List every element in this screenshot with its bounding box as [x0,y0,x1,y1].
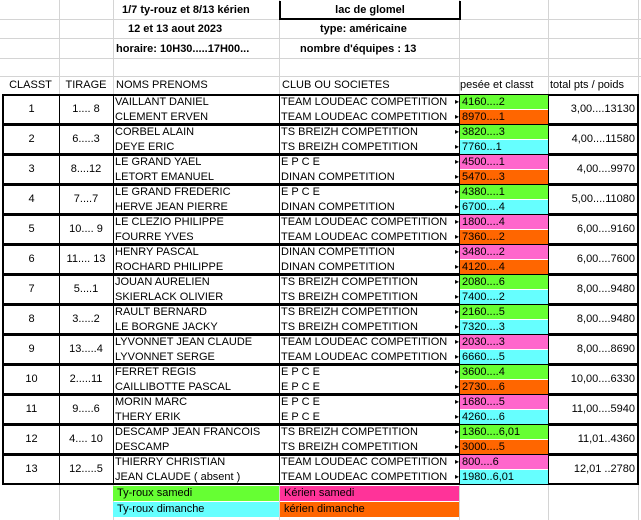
column-separator [279,364,280,394]
col-header-classt: CLASST [9,79,52,91]
tirage-cell: 2.....11 [69,373,103,385]
overflow-arrow-icon: ▸ [455,157,460,166]
member-name: ROCHARD PHILIPPE [115,261,224,273]
classt-cell: 3 [28,163,35,175]
weigh-in-cell: 3480....2 [460,245,548,259]
overflow-arrow-icon: ▸ [455,262,460,271]
weigh-in-cell: 7400....2 [460,290,548,304]
weigh-in-cell: 5470....3 [460,170,548,184]
classt-cell: 1 [28,103,35,115]
header-line2-left: 12 et 13 aout 2023 [128,23,223,35]
weigh-in-cell: 4120....4 [460,260,548,274]
member-name: LE GRAND FREDERIC [115,186,231,198]
total-cell: 11,00....5940 [571,403,635,415]
member-name: JEAN CLAUDE ( absent ) [115,471,241,483]
weigh-in-cell: 1980..6,01 [460,470,548,484]
weigh-in-cell: 2160....5 [460,305,548,319]
legend-kerien-samedi: Kérien samedi [280,486,459,501]
column-separator [279,124,280,154]
member-club: TS BREIZH COMPETITION [281,291,418,303]
column-separator [113,154,114,184]
weigh-in-cell: 2730....6 [460,380,548,394]
column-separator [113,94,114,124]
header-line1-right: lac de glomel [335,4,405,16]
weigh-in-cell: 1800....4 [460,215,548,229]
member-name: LE CLEZIO PHILIPPE [115,216,224,228]
total-cell: 8,00....9480 [576,313,635,325]
total-cell: 4,00....9970 [576,163,635,175]
column-separator [113,274,114,304]
total-cell: 10,00....6330 [570,373,635,385]
overflow-arrow-icon: ▸ [455,367,460,376]
member-club: TEAM LOUDEAC COMPETITION [281,471,448,483]
overflow-arrow-icon: ▸ [455,247,460,256]
col-header-total: total pts / poids [550,79,624,91]
gridline [0,76,641,77]
member-club: TS BREIZH COMPETITION [281,426,418,438]
member-club: DINAN COMPETITION [281,261,395,273]
overflow-arrow-icon: ▸ [455,217,460,226]
member-name: CORBEL ALAIN [115,126,195,138]
header-line3-left: horaire: 10H30.....17H00... [116,43,250,55]
weigh-in-cell: 8970....1 [460,110,548,124]
tirage-cell: 8....12 [70,163,102,175]
header-line1-left: 1/7 ty-rouz et 8/13 kérien [122,4,250,16]
overflow-arrow-icon: ▸ [455,427,460,436]
weigh-in-cell: 1360....6,01 [460,425,548,439]
classt-cell: 4 [28,193,35,205]
column-separator [279,424,280,454]
member-club: E P C E [281,411,320,423]
column-separator [279,454,280,484]
member-name: MORIN MARC [115,396,188,408]
overflow-arrow-icon: ▸ [455,382,460,391]
weigh-in-cell: 4160....2 [460,95,548,109]
column-separator [113,394,114,424]
overflow-arrow-icon: ▸ [455,397,460,406]
total-cell: 6,00....7600 [576,253,635,265]
member-name: VAILLANT DANIEL [115,96,209,108]
member-club: DINAN COMPETITION [281,201,395,213]
tirage-cell: 13.....4 [69,343,103,355]
member-name: LETORT EMANUEL [115,171,215,183]
overflow-arrow-icon: ▸ [455,187,460,196]
weigh-in-cell: 1680....5 [460,395,548,409]
overflow-arrow-icon: ▸ [455,172,460,181]
member-club: TS BREIZH COMPETITION [281,306,418,318]
weigh-in-cell: 4260....6 [460,410,548,424]
classt-cell: 8 [28,313,35,325]
member-name: DESCAMP JEAN FRANCOIS [115,426,261,438]
overflow-arrow-icon: ▸ [455,412,460,421]
column-separator [279,334,280,364]
member-name: FERRET REGIS [115,366,197,378]
classt-cell: 13 [25,463,38,475]
classt-cell: 7 [28,283,35,295]
weigh-in-cell: 6700....4 [460,200,548,214]
classt-cell: 10 [25,373,38,385]
weigh-in-cell: 7760...1 [460,140,548,154]
overflow-arrow-icon: ▸ [455,322,460,331]
tirage-cell: 3.....2 [72,313,100,325]
member-name: LE BORGNE JACKY [115,321,218,333]
total-cell: 3,00....13130 [570,103,635,115]
column-separator [113,454,114,484]
tirage-cell: 12.....5 [69,463,103,475]
column-separator [113,334,114,364]
member-club: E P C E [281,396,320,408]
weigh-in-cell: 4500....1 [460,155,548,169]
tirage-cell: 10.... 9 [69,223,103,235]
member-name: LYVONNET JEAN CLAUDE [115,336,253,348]
tirage-cell: 4.... 10 [69,433,103,445]
member-club: TEAM LOUDEAC COMPETITION [281,351,448,363]
member-name: HENRY PASCAL [115,246,199,258]
member-name: LE GRAND YAEL [115,156,202,168]
column-separator [279,154,280,184]
overflow-arrow-icon: ▸ [455,127,460,136]
overflow-arrow-icon: ▸ [455,97,460,106]
weigh-in-cell: 7320....3 [460,320,548,334]
member-club: E P C E [281,186,320,198]
weigh-in-cell: 2030....3 [460,335,548,349]
weigh-in-cell: 6660....5 [460,350,548,364]
classt-cell: 11 [25,403,38,415]
column-separator [113,364,114,394]
column-separator [113,304,114,334]
overflow-arrow-icon: ▸ [455,202,460,211]
total-cell: 8,00....9480 [576,283,635,295]
member-club: TEAM LOUDEAC COMPETITION [281,216,448,228]
tirage-cell: 11.... 13 [66,253,106,265]
header-line3-right: nombre d'équipes : 13 [300,43,417,55]
weigh-in-cell: 3600....4 [460,365,548,379]
member-club: TS BREIZH COMPETITION [281,276,418,288]
overflow-arrow-icon: ▸ [455,232,460,241]
member-club: TS BREIZH COMPETITION [281,321,418,333]
total-cell: 5,00....11080 [571,193,635,205]
classt-cell: 5 [28,223,35,235]
overflow-arrow-icon: ▸ [455,112,460,121]
total-cell: 6,00....9160 [576,223,635,235]
weigh-in-cell: 3000....5 [460,440,548,454]
member-club: TEAM LOUDEAC COMPETITION [281,456,448,468]
tirage-cell: 6.....3 [72,133,100,145]
member-name: JOUAN AURELIEN [115,276,210,288]
gridline [0,38,641,39]
tirage-cell: 5....1 [73,283,99,295]
column-separator [279,184,280,214]
overflow-arrow-icon: ▸ [455,472,460,481]
member-club: TEAM LOUDEAC COMPETITION [281,111,448,123]
member-club: TS BREIZH COMPETITION [281,441,418,453]
col-header-tirage: TIRAGE [65,79,107,91]
member-club: DINAN COMPETITION [281,171,395,183]
member-club: TS BREIZH COMPETITION [281,141,418,153]
weigh-in-cell: 7360....2 [460,230,548,244]
member-club: E P C E [281,366,320,378]
column-separator [279,94,280,124]
member-club: TS BREIZH COMPETITION [281,126,418,138]
classt-cell: 12 [25,433,38,445]
overflow-arrow-icon: ▸ [455,307,460,316]
tirage-cell: 9.....6 [72,403,100,415]
total-cell: 4,00....11580 [571,133,635,145]
gridline [0,58,641,59]
weigh-in-cell: 3820....3 [460,125,548,139]
overflow-arrow-icon: ▸ [455,292,460,301]
column-separator [113,184,114,214]
col-header-club: CLUB OU SOCIETES [282,79,390,91]
member-name: CLEMENT ERVEN [115,111,209,123]
overflow-arrow-icon: ▸ [455,142,460,151]
overflow-arrow-icon: ▸ [455,277,460,286]
member-name: HERVE JEAN PIERRE [115,201,228,213]
member-club: TEAM LOUDEAC COMPETITION [281,96,448,108]
member-name: DEYE ERIC [115,141,175,153]
column-separator [279,214,280,244]
total-cell: 8,00....8690 [576,343,635,355]
weigh-in-cell: 800....6 [460,455,548,469]
overflow-arrow-icon: ▸ [455,352,460,361]
tirage-cell: 1.... 8 [72,103,100,115]
member-name: DESCAMP [115,441,170,453]
column-separator [279,304,280,334]
overflow-arrow-icon: ▸ [455,337,460,346]
overflow-arrow-icon: ▸ [455,457,460,466]
overflow-arrow-icon: ▸ [455,442,460,451]
member-club: TEAM LOUDEAC COMPETITION [281,336,448,348]
col-header-pesee: pesée et classt [460,79,534,91]
member-club: E P C E [281,156,320,168]
column-separator [279,394,280,424]
column-separator [113,244,114,274]
classt-cell: 2 [28,133,35,145]
column-separator [113,214,114,244]
member-name: SKIERLACK OLIVIER [115,291,224,303]
classt-cell: 9 [28,343,35,355]
member-name: THIERRY CHRISTIAN [115,456,226,468]
member-name: RAULT BERNARD [115,306,207,318]
legend-tyroux-dimanche: Ty-roux dimanche [113,502,279,517]
member-name: FOURRE YVES [115,231,194,243]
total-cell: 11,01..4360 [577,433,635,445]
total-cell: 12,01 ..2780 [573,463,635,475]
column-separator [279,244,280,274]
column-separator [113,124,114,154]
classt-cell: 6 [28,253,35,265]
tirage-cell: 7....7 [73,193,99,205]
column-separator [113,424,114,454]
member-name: LYVONNET SERGE [115,351,215,363]
member-club: TEAM LOUDEAC COMPETITION [281,231,448,243]
member-name: CAILLIBOTTE PASCAL [115,381,231,393]
legend-kerien-dimanche: kérien dimanche [280,502,459,517]
column-separator [279,274,280,304]
header-line2-right: type: américaine [320,23,407,35]
weigh-in-cell: 4380....1 [460,185,548,199]
member-name: THERY ERIK [115,411,181,423]
member-club: E P C E [281,381,320,393]
member-club: DINAN COMPETITION [281,246,395,258]
legend-tyroux-samedi: Ty-roux samedi [113,486,279,501]
col-header-noms: NOMS PRENOMS [116,79,208,91]
weigh-in-cell: 2080....6 [460,275,548,289]
